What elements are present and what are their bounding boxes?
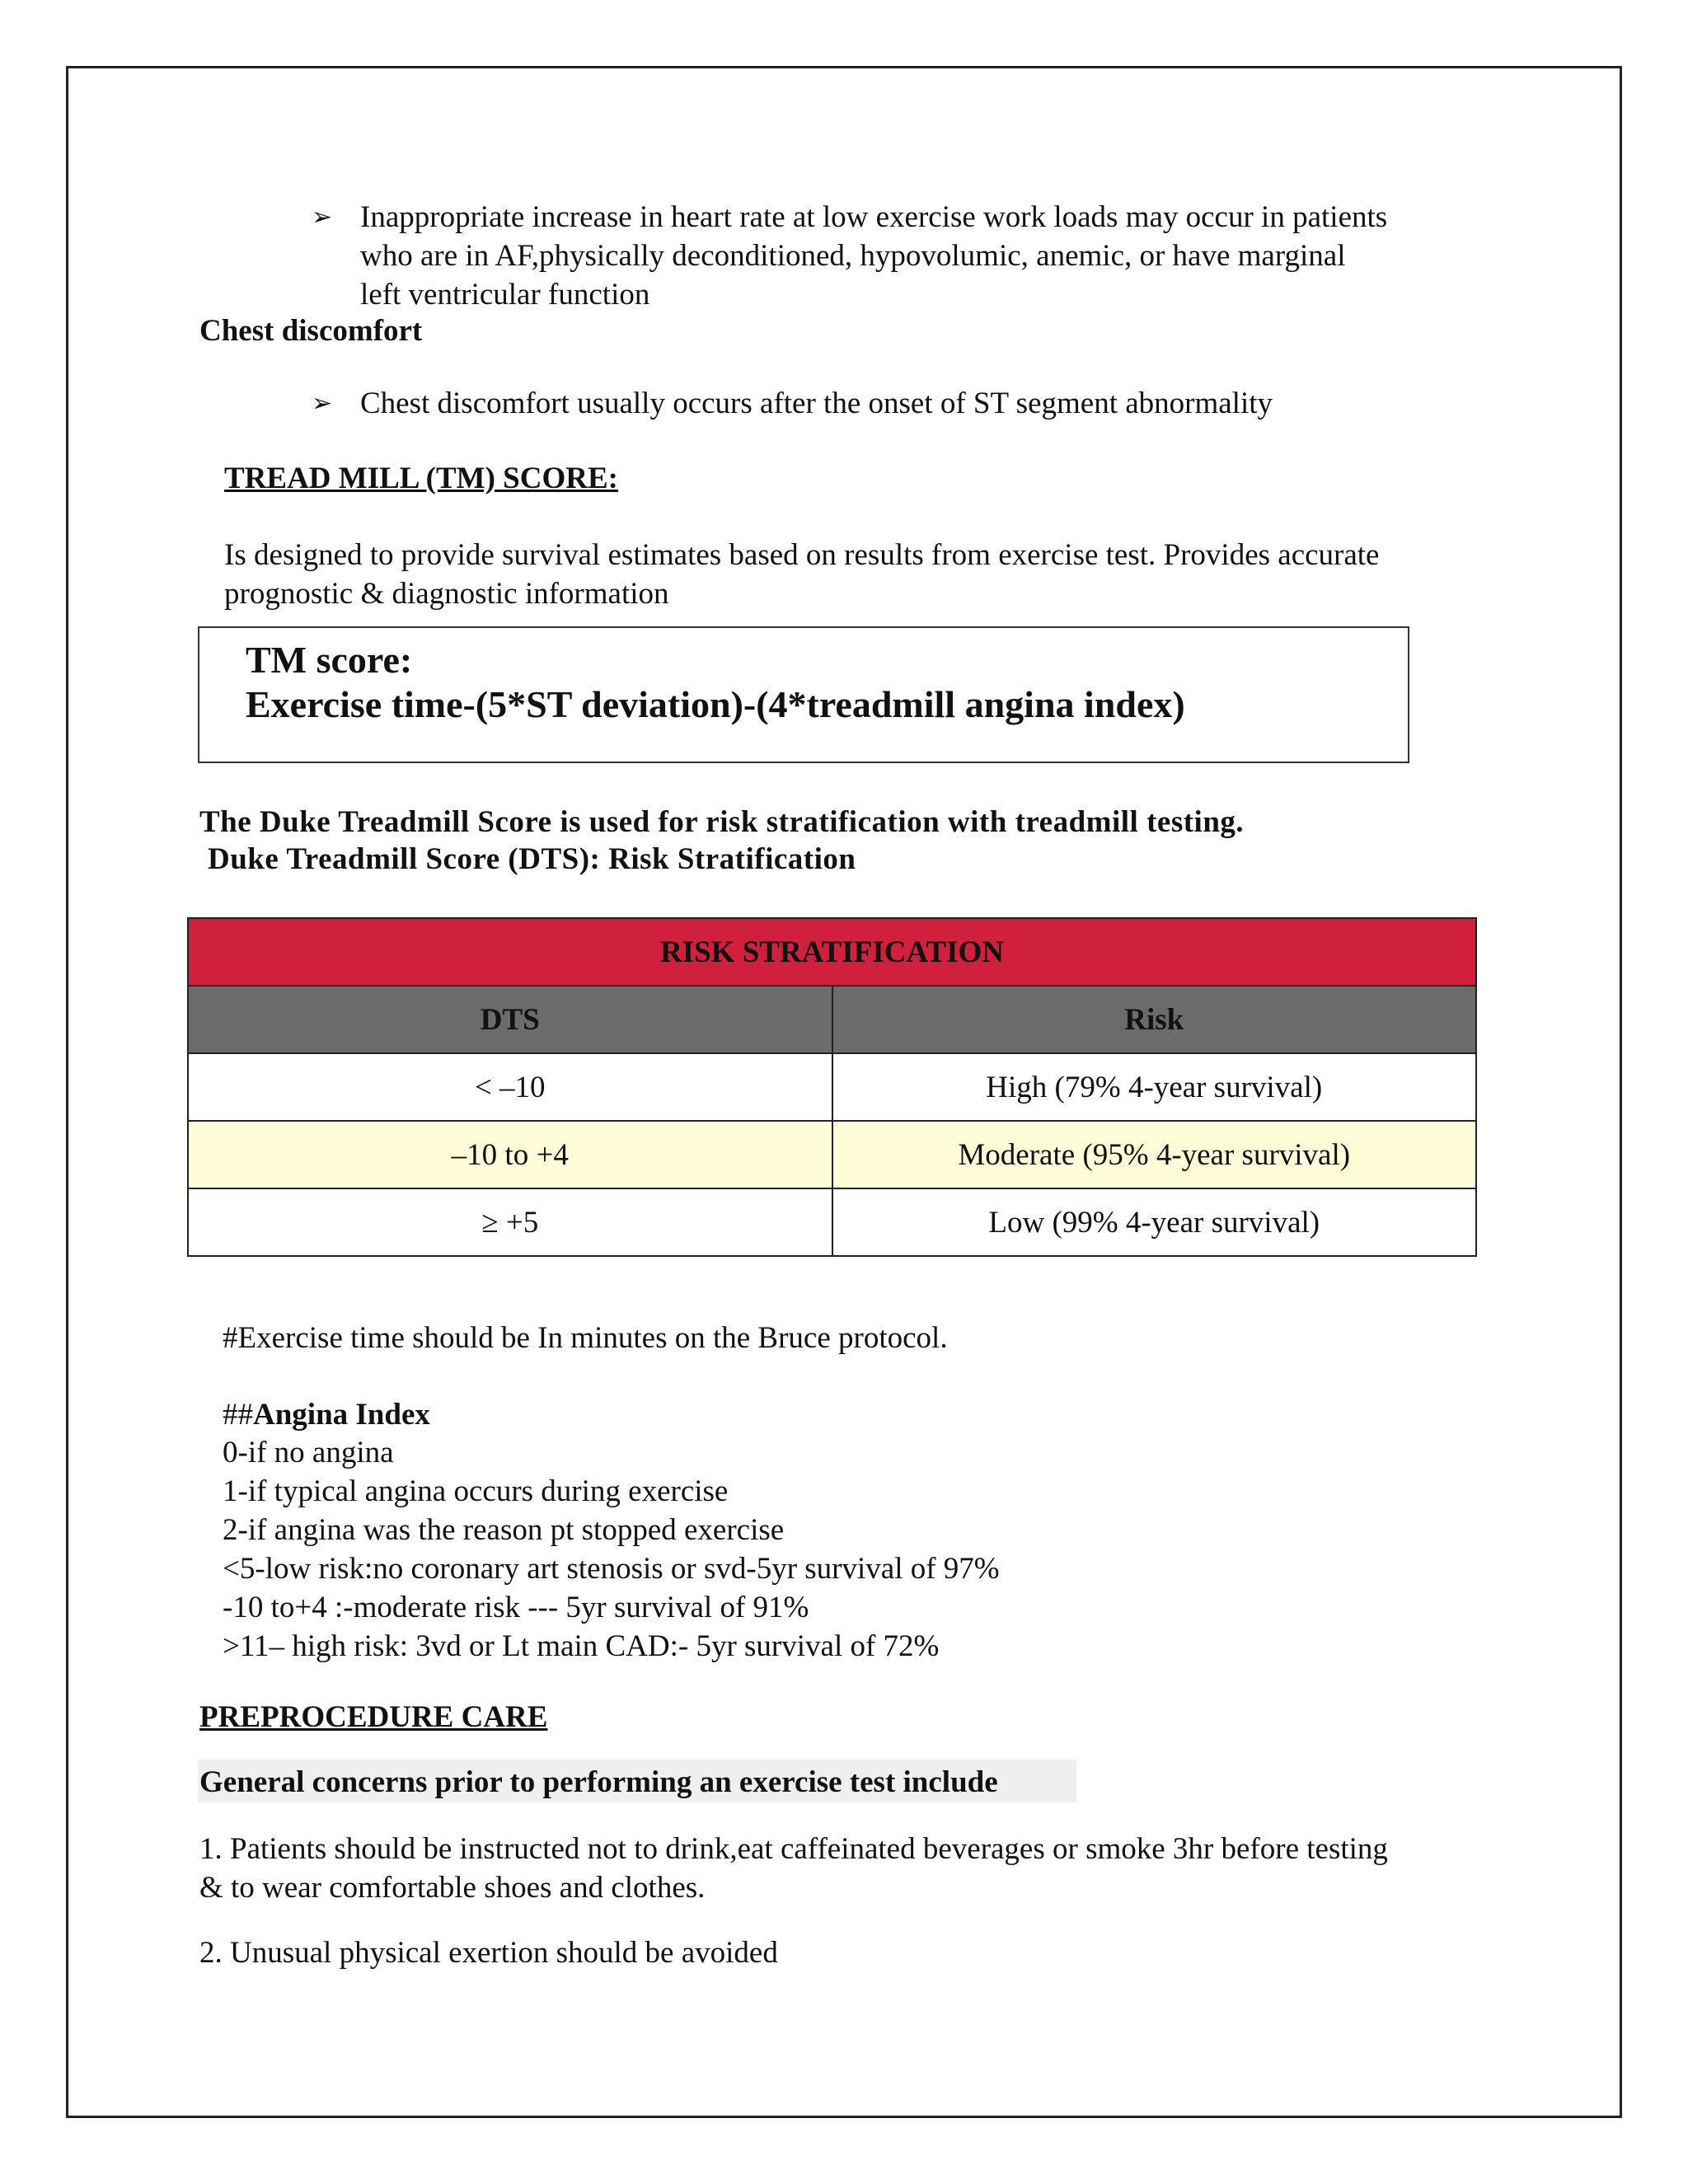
list-item: >11– high risk: 3vd or Lt main CAD:- 5yr survival of 72%: [223, 1629, 940, 1663]
risk-stratification-table: [187, 917, 1477, 1257]
column-header-dts: DTS: [188, 986, 832, 1053]
angina-title: Angina Index: [253, 1398, 430, 1432]
tm-formula-box: [198, 626, 1409, 763]
table-title: RISK STRATIFICATION: [188, 918, 1476, 986]
dts-cell: < –10: [188, 1053, 832, 1121]
preprocedure-item-2: 2. Unusual physical exertion should be avoided: [199, 1936, 778, 1970]
risk-cell: High (79% 4-year survival): [832, 1053, 1477, 1121]
duke-intro: The Duke Treadmill Score is used for risk stratification with treadmill testing.: [199, 805, 1245, 839]
list-item: 1-if typical angina occurs during exercise: [223, 1474, 729, 1508]
duke-subtitle: Duke Treadmill Score (DTS): Risk Stratification: [208, 842, 856, 876]
item-line: & to wear comfortable shoes and clothes.: [199, 1871, 706, 1905]
table-row: [188, 1188, 1476, 1256]
list-item: -10 to+4 :-moderate risk --- 5yr survival of 91%: [223, 1591, 809, 1624]
formula-expression: Exercise time-(5*ST deviation)-(4*treadmill angina index): [246, 683, 1185, 725]
exercise-time-note: #Exercise time should be In minutes on the Bruce protocol.: [223, 1321, 948, 1355]
risk-cell: Low (99% 4-year survival): [832, 1188, 1477, 1256]
angina-index-heading: [223, 1395, 430, 1434]
column-header-risk: Risk: [832, 986, 1477, 1053]
dts-cell: –10 to +4: [188, 1121, 832, 1188]
preprocedure-item-1: [199, 1830, 1485, 1907]
angina-prefix: ##: [223, 1398, 253, 1432]
item-line: 1. Patients should be instructed not to drink,eat caffeinated beverages or smoke 3hr before testing: [199, 1832, 1388, 1866]
bullet-line: left ventricular function: [360, 278, 650, 312]
table-header-row: [188, 986, 1476, 1053]
chest-discomfort-heading: Chest discomfort: [199, 314, 423, 348]
preprocedure-heading: PREPROCEDURE CARE: [199, 1700, 548, 1734]
chest-discomfort-bullet: Chest discomfort usually occurs after the onset of ST segment abnormality: [360, 387, 1273, 420]
description-line: Is designed to provide survival estimates based on results from exercise test. Provides accurate: [224, 538, 1380, 572]
table-row: [188, 1053, 1476, 1121]
table-row: [188, 1121, 1476, 1188]
tm-score-heading: TREAD MILL (TM) SCORE:: [224, 462, 618, 495]
bullet-arrow-icon: ➢: [312, 389, 333, 418]
list-item: 2-if angina was the reason pt stopped exercise: [223, 1513, 785, 1547]
bullet-line: who are in AF,physically deconditioned, hypovolumic, anemic, or have marginal: [360, 239, 1346, 273]
bullet-arrow-icon: ➢: [312, 203, 333, 232]
risk-cell: Moderate (95% 4-year survival): [832, 1121, 1477, 1188]
tm-score-description: [224, 536, 1477, 613]
bullet-line: Inappropriate increase in heart rate at low exercise work loads may occur in patients: [360, 200, 1388, 234]
list-item: 0-if no angina: [223, 1436, 394, 1469]
dts-cell: ≥ +5: [188, 1188, 832, 1256]
angina-index-list: [223, 1433, 1000, 1666]
list-item: <5-low risk:no coronary art stenosis or svd-5yr survival of 97%: [223, 1552, 1000, 1586]
table-title-row: [188, 918, 1476, 986]
bullet-heart-rate: [360, 198, 1481, 314]
formula-title: TM score:: [246, 639, 413, 681]
description-line: prognostic & diagnostic information: [224, 577, 669, 611]
preprocedure-subheading: General concerns prior to performing an exercise test include: [199, 1765, 998, 1799]
